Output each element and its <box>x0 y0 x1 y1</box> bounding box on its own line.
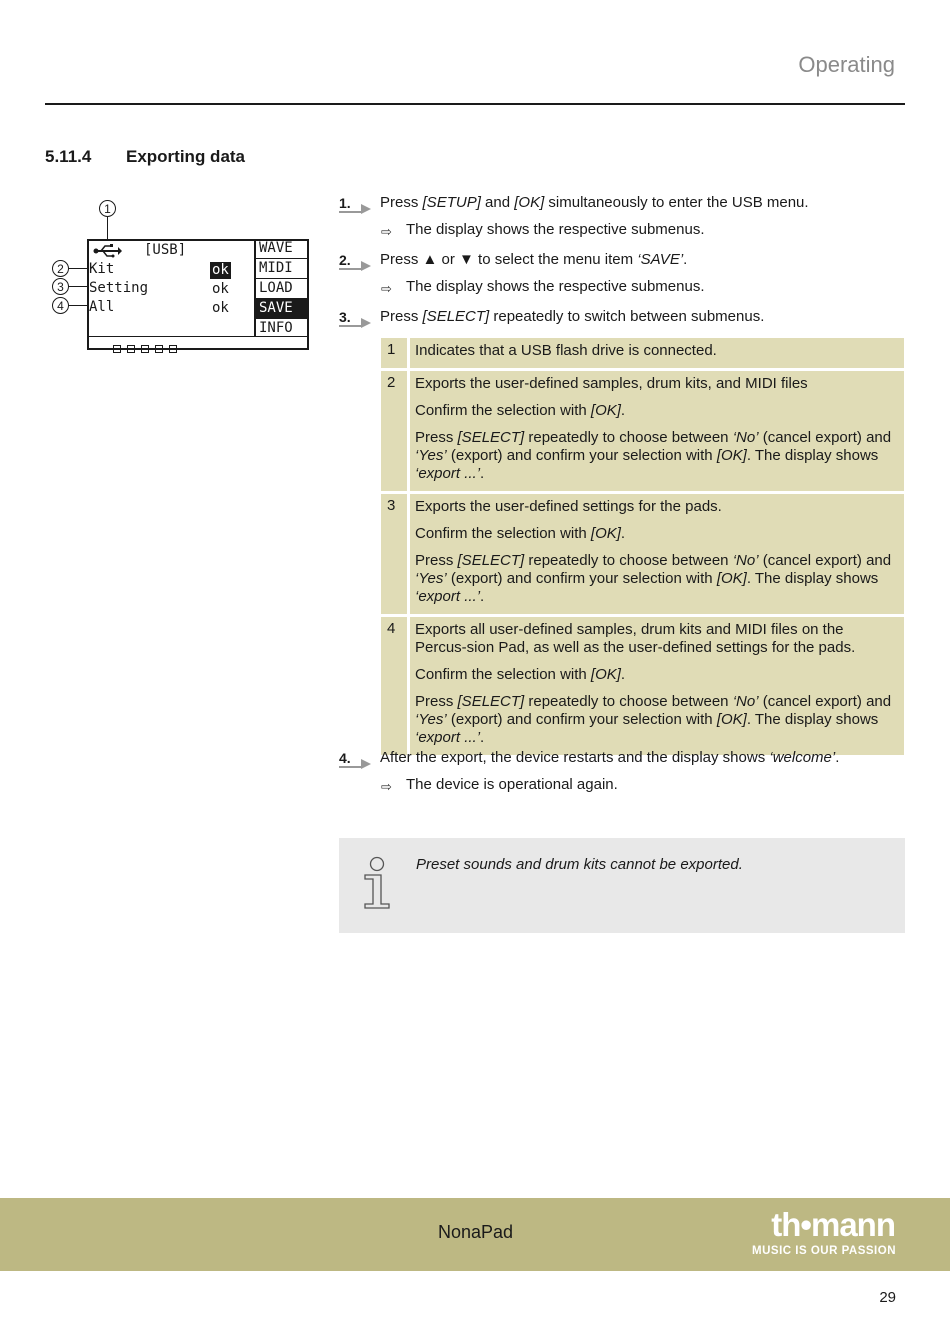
lcd-menu-item-info: INFO <box>259 320 293 336</box>
info-icon <box>361 856 393 910</box>
lcd-row-label: Kit <box>89 261 115 277</box>
step-text: Press ▲ or ▼ to select the menu item ‘SAVE’. <box>380 251 688 268</box>
step-result: The display shows the respective submenus. <box>406 221 705 238</box>
lcd-menu-item-load: LOAD <box>256 279 309 299</box>
lcd-row-status: ok <box>212 262 229 278</box>
section-title: Exporting data <box>126 147 246 166</box>
step-number: 4. <box>339 750 351 766</box>
callout-3-leader <box>69 286 89 287</box>
table-row <box>381 371 904 491</box>
table-row <box>381 617 904 755</box>
lcd-title: [USB] <box>144 242 187 258</box>
step-text: Press [SETUP] and [OK] simultaneously to enter the USB menu. <box>380 194 809 211</box>
result-arrow-icon: ⇨ <box>381 224 392 239</box>
page-number: 29 <box>879 1289 896 1306</box>
callout-4: 4 <box>52 297 69 314</box>
brand-logo: th•mann <box>771 1206 895 1243</box>
callout-2-leader <box>69 268 89 269</box>
legend-number: 3 <box>381 494 407 614</box>
lcd-row-status: ok <box>212 300 229 316</box>
lcd-row-label: All <box>89 299 115 315</box>
lcd-menu-item-wave: WAVE <box>256 239 309 259</box>
legend-description: Exports all user-defined samples, drum kits and MIDI files on the Percus-sion Pad, as well as the user-defined settings for the pads. Confirm the selection with [OK]. Press [SELECT] repeatedly to choose between ‘No’ (cancel export) and ‘Yes’ (export) and confirm your selection with [OK]. The display shows ‘export ...’. <box>410 617 904 755</box>
callout-4-leader <box>69 305 89 306</box>
result-arrow-icon: ⇨ <box>381 281 392 296</box>
lcd-row-label: Setting <box>89 280 149 296</box>
step-result: The device is operational again. <box>406 776 618 793</box>
legend-number: 4 <box>381 617 407 755</box>
step-text: After the export, the device restarts and the display shows ‘welcome’. <box>380 749 840 766</box>
step-number: 2. <box>339 252 351 268</box>
step-arrow-icon <box>339 258 371 272</box>
lcd-menu-item-save: SAVE <box>256 299 309 319</box>
callout-1: 1 <box>99 200 116 217</box>
callout-2: 2 <box>52 260 69 277</box>
step-arrow-icon <box>339 315 371 329</box>
header-divider <box>45 103 905 105</box>
step-text: Press [SELECT] repeatedly to switch between submenus. <box>380 308 765 325</box>
section-number: 5.11.4 <box>45 147 92 166</box>
note-box <box>339 838 905 933</box>
step-arrow-icon <box>339 201 371 215</box>
legend-description: Exports the user-defined samples, drum kits, and MIDI files Confirm the selection with [OK]. Press [SELECT] repeatedly to choose between ‘No’ (cancel export) and ‘Yes’ (export) and confirm your selection with [OK]. The display shows ‘export ...’. <box>410 371 904 491</box>
usb-icon <box>92 244 122 258</box>
legend-table <box>381 338 904 758</box>
note-text: Preset sounds and drum kits cannot be exported. <box>416 856 743 873</box>
legend-description: Indicates that a USB flash drive is connected. <box>410 338 904 368</box>
lcd-menu-item-midi: MIDI <box>256 259 309 279</box>
legend-description: Exports the user-defined settings for the pads. Confirm the selection with [OK]. Press [SELECT] repeatedly to choose between ‘No’ (cancel export) and ‘Yes’ (export) and confirm your selection with [OK]. The display shows ‘export ...’. <box>410 494 904 614</box>
table-row <box>381 338 904 368</box>
result-arrow-icon: ⇨ <box>381 779 392 794</box>
step-number: 1. <box>339 195 351 211</box>
table-row <box>381 494 904 614</box>
step-result: The display shows the respective submenus. <box>406 278 705 295</box>
legend-number: 1 <box>381 338 407 368</box>
page-header-title: Operating <box>798 52 895 77</box>
legend-number: 2 <box>381 371 407 491</box>
callout-3: 3 <box>52 278 69 295</box>
footer-product-name: NonaPad <box>438 1222 514 1242</box>
brand-tagline: MUSIC IS OUR PASSION <box>752 1245 896 1257</box>
lcd-pad-indicators <box>113 340 177 348</box>
lcd-menu <box>254 239 309 336</box>
step-number: 3. <box>339 309 351 325</box>
step-arrow-icon <box>339 756 371 770</box>
lcd-row-status: ok <box>212 281 229 297</box>
